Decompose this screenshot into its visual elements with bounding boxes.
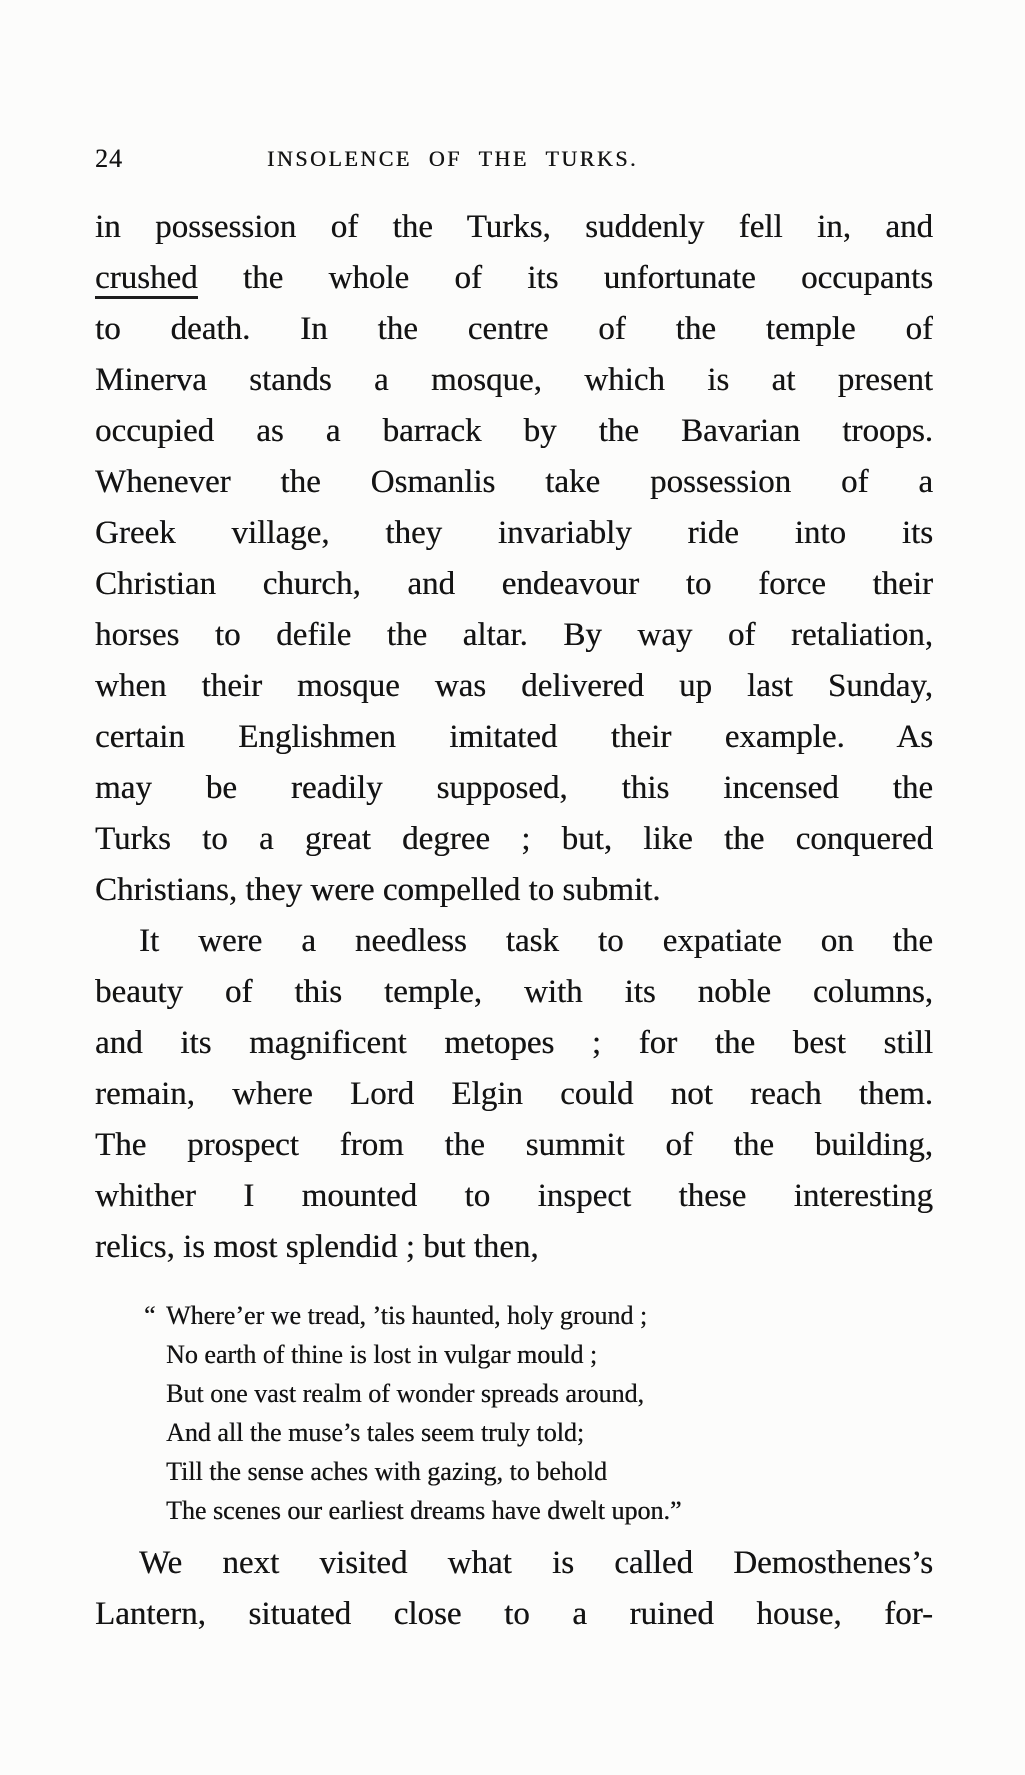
text-line: Whenever the Osmanlis take possession of a xyxy=(95,464,933,500)
text-line: remain, where Lord Elgin could not reach them. xyxy=(95,1076,933,1112)
text-line: in possession of the Turks, suddenly fell in, and xyxy=(95,209,933,245)
body-text xyxy=(95,202,933,1273)
running-title: INSOLENCE OF THE TURKS. xyxy=(267,146,638,171)
text-line: Christian church, and endeavour to force their xyxy=(95,566,933,602)
text-line: Turks to a great degree ; but, like the conquered xyxy=(95,821,933,857)
underlined-word-crushed: crushed xyxy=(95,260,198,299)
poem-line-text: Where’er we tread, ’tis haunted, holy ground ; xyxy=(166,1301,648,1330)
poem-line xyxy=(144,1296,886,1335)
text-line: to death. In the centre of the temple of xyxy=(95,311,933,347)
text-line: We next visited what is called Demosthenes’s xyxy=(139,1545,933,1581)
text-line-rest: the whole of its unfortunate occupants xyxy=(197,260,933,296)
poem-line: No earth of thine is lost in vulgar mould ; xyxy=(166,1340,598,1369)
poem-line: Till the sense aches with gazing, to behold xyxy=(166,1457,607,1486)
text-line: may be readily supposed, this incensed the xyxy=(95,770,933,806)
text-line: Lantern, situated close to a ruined house, for- xyxy=(95,1596,933,1632)
text-line: certain Englishmen imitated their example. As xyxy=(95,719,933,755)
text-line xyxy=(95,253,933,304)
text-line: relics, is most splendid ; but then, xyxy=(95,1229,539,1265)
page-number: 24 xyxy=(95,144,123,173)
text-line: beauty of this temple, with its noble columns, xyxy=(95,974,933,1010)
text-line: whither I mounted to inspect these interesting xyxy=(95,1178,933,1214)
text-line: The prospect from the summit of the building, xyxy=(95,1127,933,1163)
text-line: when their mosque was delivered up last Sunday, xyxy=(95,668,933,704)
text-line: It were a needless task to expatiate on the xyxy=(139,923,933,959)
open-quote: “ xyxy=(144,1301,156,1330)
text-line: and its magnificent metopes ; for the best still xyxy=(95,1025,933,1061)
poem-quotation xyxy=(144,1296,886,1530)
text-line: occupied as a barrack by the Bavarian troops. xyxy=(95,413,933,449)
poem-line: But one vast realm of wonder spreads around, xyxy=(166,1379,644,1408)
text-line: horses to defile the altar. By way of retaliation, xyxy=(95,617,933,653)
text-line: Minerva stands a mosque, which is at present xyxy=(95,362,933,398)
poem-line: The scenes our earliest dreams have dwelt upon.” xyxy=(166,1496,682,1525)
text-line: Greek village, they invariably ride into its xyxy=(95,515,933,551)
text-line: Christians, they were compelled to submit. xyxy=(95,872,661,908)
poem-line: And all the muse’s tales seem truly told; xyxy=(166,1418,585,1447)
closing-paragraph xyxy=(95,1538,933,1640)
